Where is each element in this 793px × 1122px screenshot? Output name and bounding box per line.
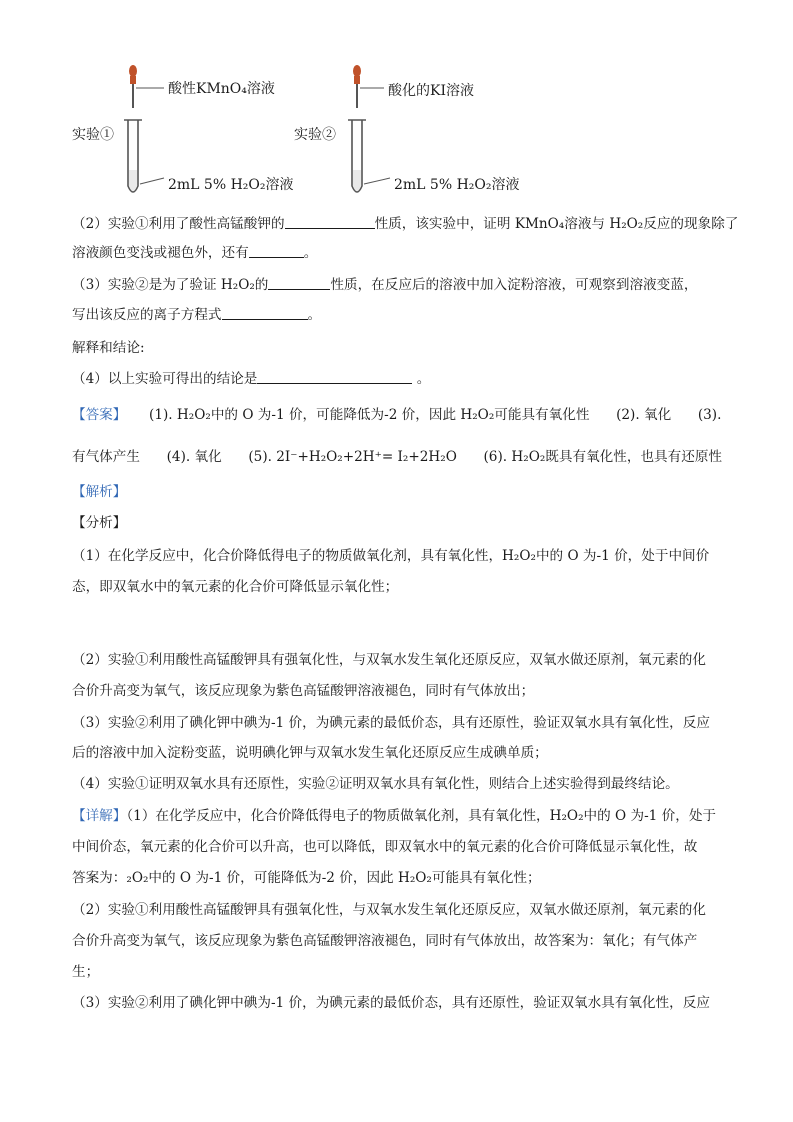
answer-line2 <box>72 447 733 467</box>
dropper-exp2 <box>353 65 361 108</box>
answer-tag: 【答案】 <box>72 407 127 423</box>
question-3-line1: （3）实验②是为了验证 H₂O₂的 性质，在反应后的溶液中加入淀粉溶液，可观察到溶液变蓝， <box>72 277 698 293</box>
answer-blank <box>257 369 412 384</box>
question-3-line2: 写出该反应的离子方程式 。 <box>72 307 322 323</box>
reagent-label-exp2: 酸化的KI溶液 <box>388 83 474 99</box>
tube-label-exp1: 2mL 5% H₂O₂溶液 <box>168 177 294 193</box>
answer-blank <box>249 243 304 258</box>
answer-item-1: (1). H₂O₂中的 O 为-1 价，可能降低为-2 价，因此 H₂O₂可能具有氧化性 <box>149 407 590 423</box>
question-2-line1: （2）实验①利用了酸性高锰酸钾的 性质，该实验中，证明 KMnO₄溶液与 H₂O₂反应的现象除了 <box>72 216 739 232</box>
experiment-figure <box>60 58 580 208</box>
detail-p3-line1: （3）实验②利用了碘化钾中碘为-1 价，为碘元素的最低价态，具有还原性，验证双氧水具有氧化性，反应 <box>72 995 710 1011</box>
answer-blank <box>285 214 375 229</box>
fenxi-p2-line2: 合价升高变为氧气，该反应现象为紫色高锰酸钾溶液褪色，同时有气体放出； <box>72 683 535 699</box>
reagent-label-exp1: 酸性KMnO₄溶液 <box>168 81 275 97</box>
answer-blank <box>268 275 330 290</box>
detail-tag: 【详解】 <box>72 808 127 824</box>
answer-item-5: (5). 2I⁻+H₂O₂+2H⁺= I₂+2H₂O <box>248 449 457 465</box>
explain-conclusion-label: 解释和结论: <box>72 340 145 356</box>
fenxi-p1-line2: 态，即双氧水中的氧元素的化合价可降低显示氧化性； <box>72 579 399 595</box>
answer-item-3: 有气体产生 <box>72 449 140 465</box>
question-4: （4）以上实验可得出的结论是 。 <box>72 371 431 387</box>
detail-p2-line2: 合价升高变为氧气，该反应现象为紫色高锰酸钾溶液褪色，同时有气体放出，故答案为：氧化；有气体产 <box>72 933 698 949</box>
dropper-exp1 <box>129 65 137 108</box>
detail-p2-line3: 生； <box>72 964 100 980</box>
tube-label-exp2: 2mL 5% H₂O₂溶液 <box>394 177 520 193</box>
fenxi-p4: （4）实验①证明双氧水具有还原性，实验②证明双氧水具有氧化性，则结合上述实验得到最终结论。 <box>72 776 679 792</box>
answer-item-3-label: (3). <box>697 407 722 423</box>
answer-item-6: (6). H₂O₂既具有氧化性，也具有还原性 <box>483 449 723 465</box>
detail-p2-line1: （2）实验①利用酸性高锰酸钾具有强氧化性，与双氧水发生氧化还原反应，双氧水做还原剂，氧元素的化 <box>72 902 706 918</box>
test-tube-exp1 <box>124 120 142 192</box>
fenxi-p1-line1: （1）在化学反应中，化合价降低得电子的物质做氧化剂，具有氧化性，H₂O₂中的 O 为-1 价，处于中间价 <box>72 548 710 564</box>
question-2-line2: 溶液颜色变浅或褪色外，还有 。 <box>72 245 318 261</box>
detail-p1-line1: 【详解】（1）在化学反应中，化合价降低得电子的物质做氧化剂，具有氧化性，H₂O₂中的 O 为-1 价，处于 <box>72 808 717 824</box>
answer-line1 <box>72 405 733 425</box>
test-tube-exp2 <box>348 120 366 192</box>
fenxi-p2-line1: （2）实验①利用酸性高锰酸钾具有强氧化性，与双氧水发生氧化还原反应，双氧水做还原剂，氧元素的化 <box>72 652 706 668</box>
analysis-tag: 【解析】 <box>72 484 127 500</box>
detail-p1-line3: 答案为：₂O₂中的 O 为-1 价，可能降低为-2 价，因此 H₂O₂可能具有氧化性； <box>72 870 541 886</box>
fenxi-p3-line2: 后的溶液中加入淀粉变蓝，说明碘化钾与双氧水发生氧化还原反应生成碘单质； <box>72 745 548 761</box>
detail-p1-line2: 中间价态，氧元素的化合价可以升高，也可以降低，即双氧水中的氧元素的化合价可降低显示氧化性，故 <box>72 839 698 855</box>
answer-item-2: (2). 氧化 <box>616 407 672 423</box>
fenxi-p3-line1: （3）实验②利用了碘化钾中碘为-1 价，为碘元素的最低价态，具有还原性，验证双氧水具有氧化性，反应 <box>72 715 710 731</box>
answer-blank <box>222 305 308 320</box>
experiment2-label: 实验② <box>294 127 336 143</box>
fenxi-label: 【分析】 <box>72 515 127 531</box>
answer-item-4: (4). 氧化 <box>166 449 222 465</box>
experiment1-label: 实验① <box>72 127 114 143</box>
